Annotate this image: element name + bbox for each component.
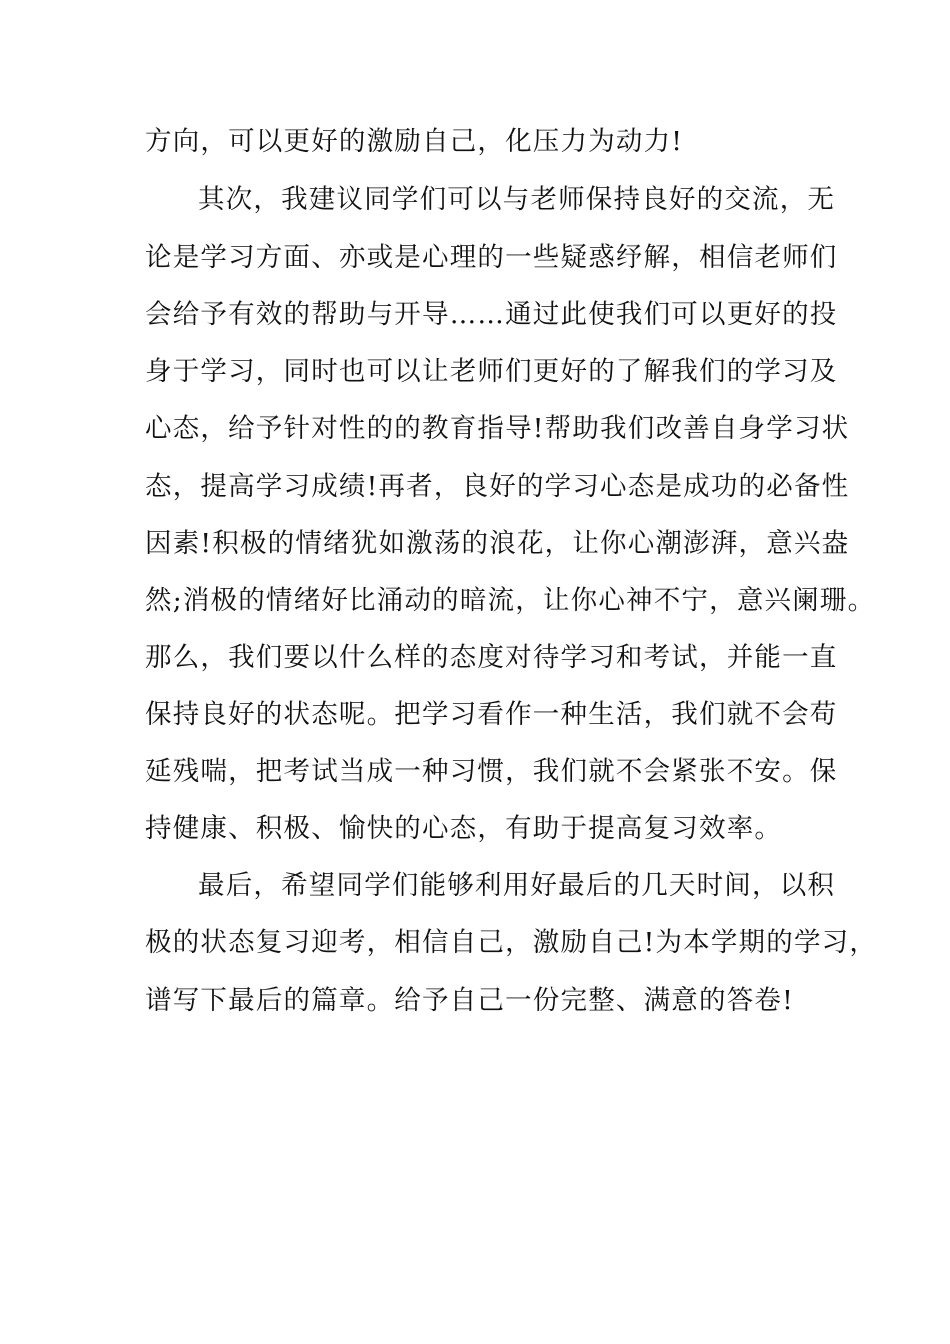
text-line: 然;消极的情绪好比涌动的暗流，让你心神不宁，意兴阑珊。 xyxy=(145,585,876,616)
text-line: 保持良好的状态呢。把学习看作一种生活，我们就不会苟 xyxy=(145,699,838,730)
text-line: 延残喘，把考试当成一种习惯，我们就不会紧张不安。保 xyxy=(145,756,838,787)
text-line: 谱写下最后的篇章。给予自己一份完整、满意的答卷! xyxy=(145,985,794,1016)
text-line: 论是学习方面、亦或是心理的一些疑惑纾解，相信老师们 xyxy=(145,242,838,273)
text-line: 持健康、积极、愉快的心态，有助于提高复习效率。 xyxy=(145,813,783,844)
text-line: 身于学习，同时也可以让老师们更好的了解我们的学习及 xyxy=(145,356,838,387)
text-line: 心态，给予针对性的的教育指导!帮助我们改善自身学习状 xyxy=(145,413,850,444)
text-line: 态，提高学习成绩!再者，良好的学习心态是成功的必备性 xyxy=(145,471,850,502)
text-line: 会给予有效的帮助与开导……通过此使我们可以更好的投 xyxy=(145,299,838,330)
text-line: 方向，可以更好的激励自己，化压力为动力! xyxy=(145,126,684,157)
text-line: 极的状态复习迎考，相信自己，激励自己!为本学期的学习， xyxy=(145,927,878,958)
paragraph-start-line: 其次，我建议同学们可以与老师保持良好的交流，无 xyxy=(198,184,836,215)
text-line: 因素!积极的情绪犹如激荡的浪花，让你心潮澎湃，意兴盎 xyxy=(145,528,850,559)
paragraph-start-line: 最后，希望同学们能够利用好最后的几天时间，以积 xyxy=(198,870,836,901)
text-line: 那么，我们要以什么样的态度对待学习和考试，并能一直 xyxy=(145,642,838,673)
